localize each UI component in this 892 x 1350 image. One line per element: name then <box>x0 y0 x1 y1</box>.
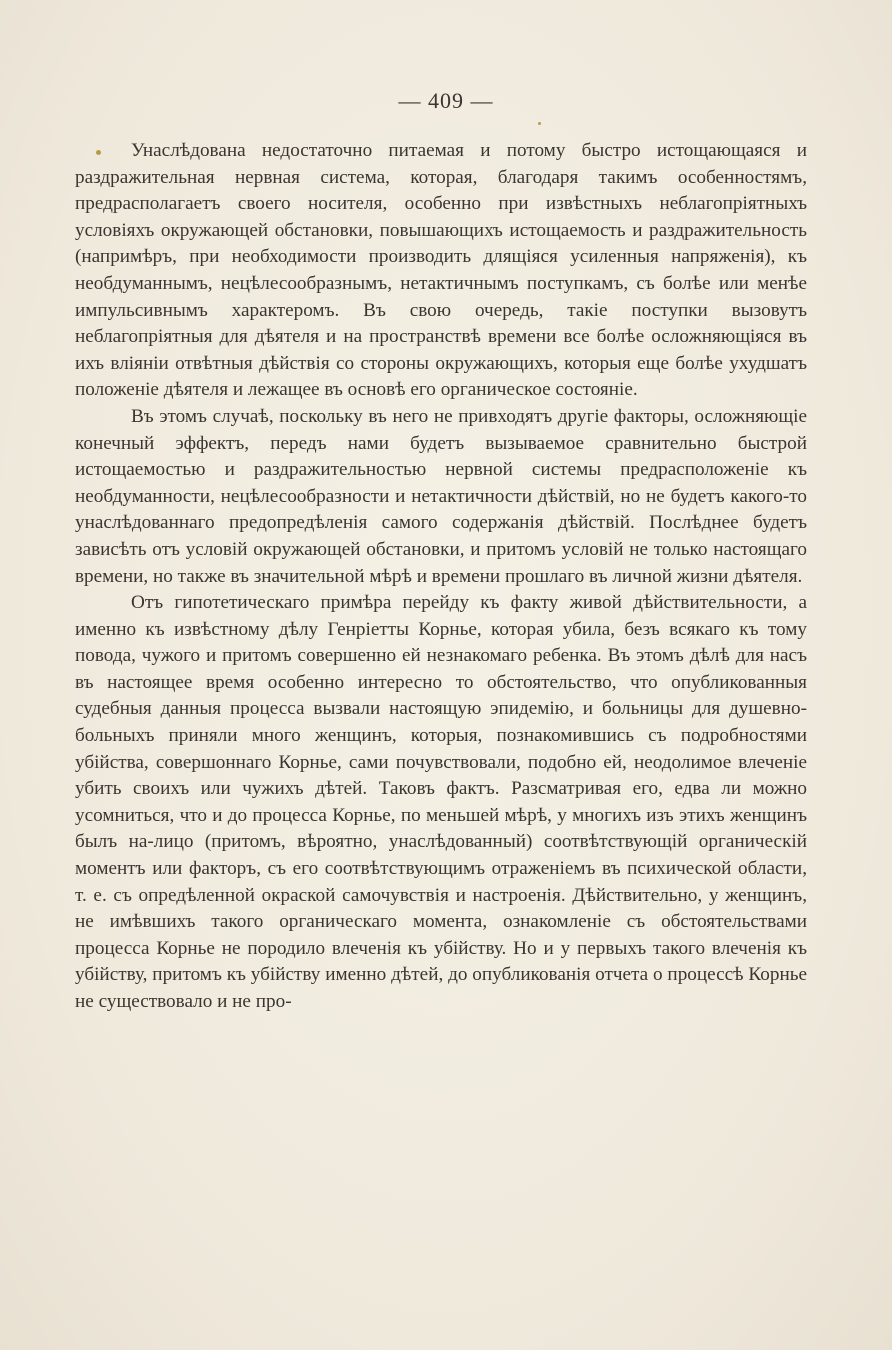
paragraph-3: Отъ гипотетическаго примѣра перейду къ факту живой дѣйствительности, а именно къ извѣстному дѣлу Генріетты Корнье, которая убила, безъ всякаго къ тому повода, чужого и притомъ совершенно ей незнакомаго ребенка. Въ этомъ дѣлѣ для насъ въ настоящее время особенно интересно то обстоятельство, что опубликованныя судебныя данныя процесса вызвали настоящую эпидемію, и больницы для душевно-больныхъ приняли много женщинъ, которыя, познакомившись съ подробностями убійства, совершоннаго Корнье, сами почувствовали, подобно ей, неодолимое влеченіе убить своихъ или чужихъ дѣтей. Таковъ фактъ. Разсматривая его, едва ли можно усомниться, что и до процесса Корнье, по меньшей мѣрѣ, у многихъ изъ этихъ женщинъ былъ на-лицо (притомъ, вѣроятно, унаслѣдованный) соотвѣтствующій органическій моментъ или факторъ, съ его соотвѣтствующимъ отраженіемъ въ психической области, т. е. съ опредѣленной окраской самочувствія и настроенія. Дѣйствительно, у женщинъ, не имѣвшихъ такого органическаго момента, ознакомленіе съ обстоятельствами процесса Корнье не породило влеченія къ убійству. Но и у первыхъ такого влеченія къ убійству, притомъ къ убійству именно дѣтей, до опубликованія отчета о процессѣ Корнье не существовало и не про- <box>75 592 807 1012</box>
text-body <box>75 138 807 1016</box>
ink-speck <box>538 122 541 125</box>
paragraph-1: Унаслѣдована недостаточно питаемая и потому быстро истощающаяся и раздражительная нервная система, которая, благодаря такимъ особенностямъ, предрасполагаетъ своего носителя, особенно при извѣстныхъ неблагопріятныхъ условіяхъ окружающей обстановки, повышающихъ истощаемость и раздражительность (напримѣръ, при необходимости производить длящіяся усиленныя напряженія), къ необдуманнымъ, нецѣлесообразнымъ, нетактичнымъ поступкамъ, съ болѣе или менѣе импульсивнымъ характеромъ. Въ свою очередь, такіе поступки вызовутъ неблагопріятныя для дѣятеля и на пространствѣ времени все болѣе осложняющіяся въ ихъ вліяніи отвѣтныя дѣйствія со стороны окружающихъ, которыя еще болѣе ухудшатъ положеніе дѣятеля и лежащее въ основѣ его органическое состояніе. <box>75 140 807 401</box>
paragraph-2: Въ этомъ случаѣ, поскольку въ него не привходятъ другіе факторы, осложняющіе конечный эффектъ, передъ нами будетъ вызываемое сравнительно быстрой истощаемостью и раздражительностью нервной системы предрасположеніе къ необдуманности, нецѣлесообразности и нетактичности дѣйствій, но не будетъ какого-то унаслѣдованнаго предопредѣленія самого содержанія дѣйствій. Послѣднее будетъ зависѣть отъ условій окружающей обстановки, и притомъ условій не только настоящаго времени, но также въ значительной мѣрѣ и времени прошлаго въ личной жизни дѣятеля. <box>75 405 807 587</box>
page-number: — 409 — <box>398 88 494 113</box>
